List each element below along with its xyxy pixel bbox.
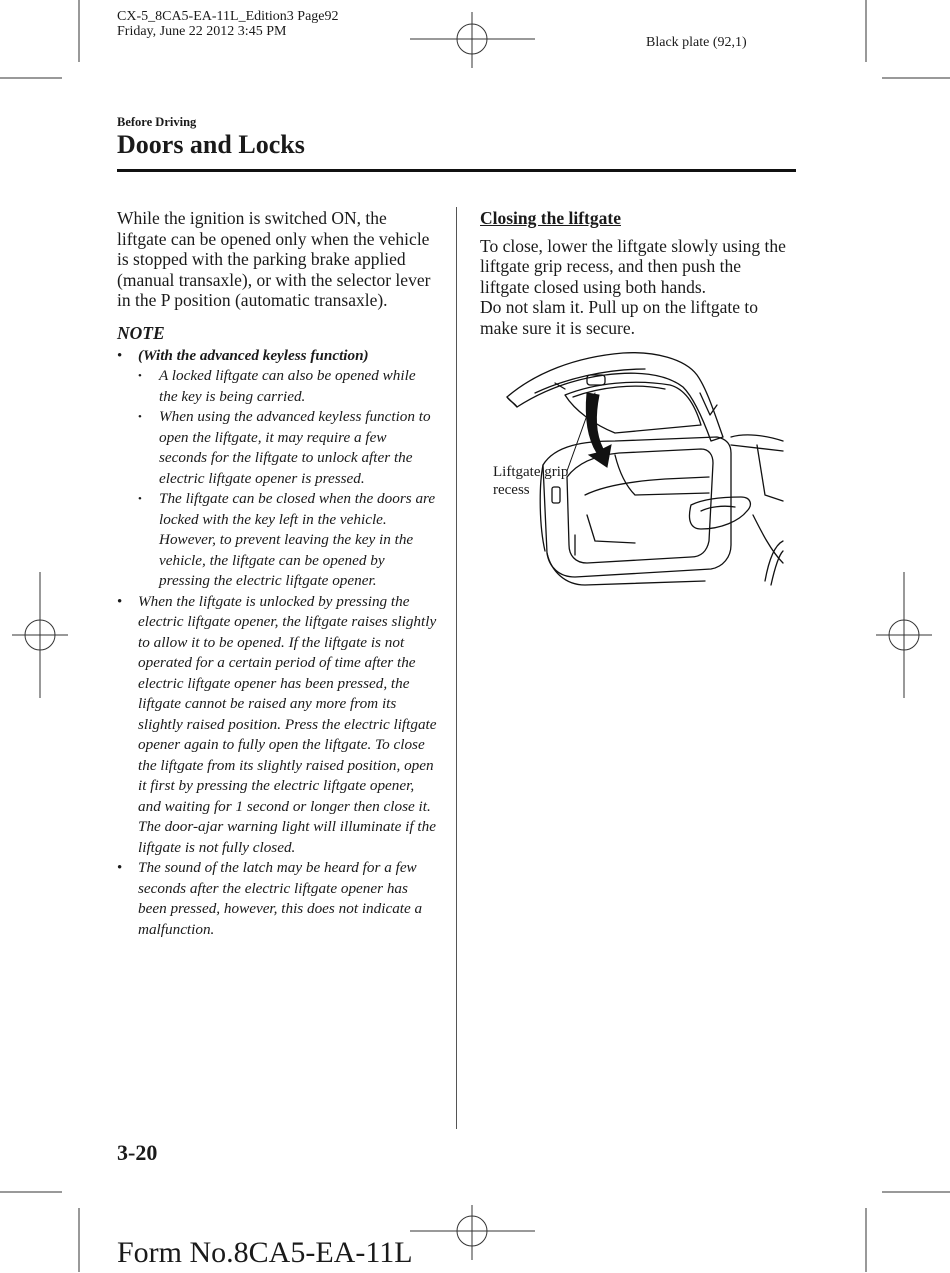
page-number: 3-20	[117, 1140, 158, 1165]
form-number: Form No.8CA5-EA-11L	[117, 1236, 413, 1269]
note-item	[117, 346, 437, 592]
page-title: Doors and Locks	[117, 130, 305, 159]
note-sub-item: • A locked liftgate can also be opened while the key is being carried.	[138, 366, 437, 407]
right-column	[480, 208, 790, 338]
plate-label: Black plate (92,1)	[646, 35, 747, 50]
note-item-lead: (With the advanced keyless function)	[138, 346, 369, 364]
closing-paragraph-2: Do not slam it. Pull up on the liftgate to make sure it is secure.	[480, 297, 759, 338]
intro-paragraph: While the ignition is switched ON, the liftgate can be opened only when the vehicle is stopped with the parking brake applied (manual transaxle), or with the selector lever in the P position (automatic transaxle).	[117, 208, 431, 310]
section-label: Before Driving	[117, 115, 197, 129]
print-file-line: CX-5_8CA5-EA-11L_Edition3 Page92	[117, 9, 339, 24]
closing-liftgate-heading: Closing the liftgate	[480, 208, 621, 228]
note-list	[117, 346, 437, 941]
note-item-text: The sound of the latch may be heard for a few seconds after the electric liftgate opener has been pressed, however, this does not indicate a malfunction.	[138, 859, 423, 938]
note-item-text-2: The door-ajar warning light will illuminate if the liftgate is not fully closed.	[138, 818, 436, 856]
note-sub-list	[138, 366, 437, 592]
note-item-text: When the liftgate is unlocked by pressing the electric liftgate opener, the liftgate raises slightly to allow it to be opened. If the liftgate is not operated for a certain period of time after the electric liftgate opener has been pressed, the liftgate cannot be raised any more from its slightly raised position. Press the electric liftgate opener again to fully open the liftgate. To close the liftgate from its slightly raised position, open it first by pressing the electric liftgate opener, and waiting for 1 second or longer then close it.	[138, 592, 437, 815]
note-heading: NOTE	[117, 322, 165, 343]
callout-line-2: recess	[493, 482, 530, 498]
closing-paragraph: To close, lower the liftgate slowly using the liftgate grip recess, and then push the liftgate closed using both hands.	[480, 235, 786, 297]
note-sub-item: • When using the advanced keyless function to open the liftgate, it may require a few seconds for the liftgate to unlock after the electric liftgate opener is pressed.	[138, 407, 437, 489]
title-rule	[117, 169, 796, 172]
note-item	[117, 592, 437, 859]
column-divider	[456, 207, 457, 1129]
figure-callout	[493, 463, 568, 499]
left-column	[117, 208, 437, 940]
note-sub-item: • The liftgate can be closed when the doors are locked with the key left in the vehicle. However, to prevent leaving the key in the vehicle, the liftgate can be opened by pressing the electric liftgate opener.	[138, 489, 437, 592]
note-item	[117, 858, 437, 940]
print-date-line: Friday, June 22 2012 3:45 PM	[117, 24, 287, 39]
callout-line-1: Liftgate grip	[493, 464, 569, 480]
